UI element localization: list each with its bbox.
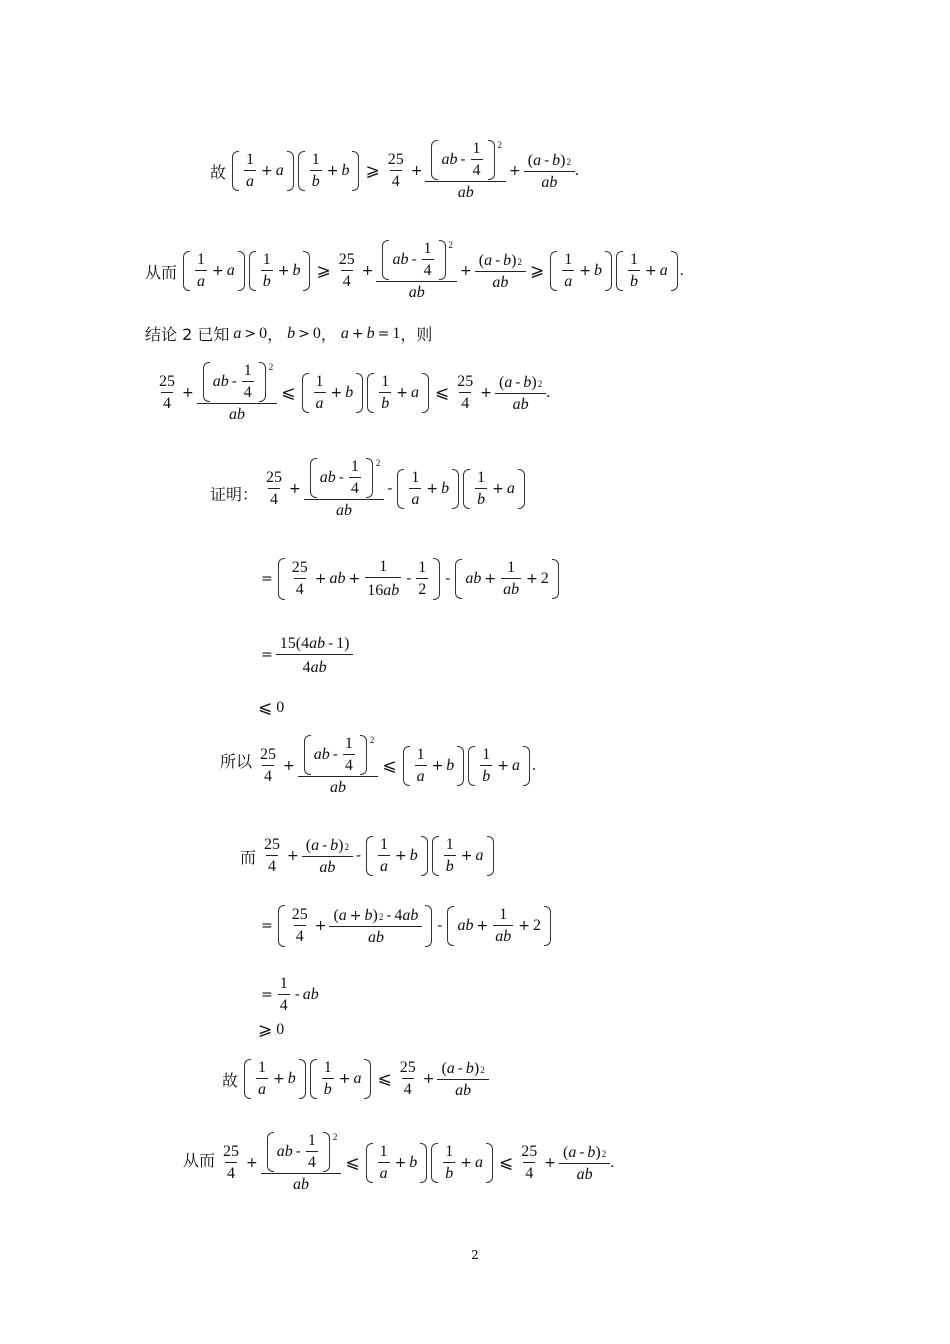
line-8: ⩽ 0 bbox=[258, 698, 285, 718]
label-congEr: 从而 bbox=[145, 262, 178, 282]
line-6: = $\frac{25}{4}$ + ab + $\frac{1}{16ab}$ - $\frac{1}{2}$ - ab + $\frac{1}{ab}$ + 2 bbox=[258, 558, 561, 600]
line-3: 结论 2 已知 a > 0 ， b > 0 ， a + b = 1 ，则 bbox=[145, 322, 436, 345]
line-4: $\frac{25}{4}$ + ab - $\frac{1}{4}$ 2 ab ⩽ $\frac{1}{a}$ + b $\frac{1}{b}$ + a ⩽ $\frac{25}{4}$ + $\frac{(a - b)2}{ab}$ . bbox=[159, 362, 551, 423]
fraction: $\frac{(a - b)2}{ab}$ bbox=[526, 150, 573, 192]
label-er: 而 bbox=[240, 847, 257, 867]
line-2: 从而 $\frac{1}{a}$ + a $\frac{1}{b}$ + b ⩾ $\frac{25}{4}$ + ab - $\frac{1}{4}$ 2 ab + $\frac{(a - b)2}{ab}$ ⩾ $\frac{1}{a}$ + b $\frac{1}{b}$ + a . bbox=[145, 240, 684, 301]
line-9: 所以 $\frac{25}{4}$ + ab - $\frac{1}{4}$ 2 ab ⩽ $\frac{1}{a}$ + b $\frac{1}{b}$ + a . bbox=[220, 735, 537, 796]
fraction: ab - $\frac{1}{4}$ 2 ab bbox=[427, 140, 504, 202]
line-12: = $\frac{1}{4}$ - ab bbox=[261, 975, 319, 1014]
paren-expr: $\frac{1}{a}$ + a bbox=[232, 151, 294, 191]
line-11: = $\frac{25}{4}$ + $\frac{(a + b)2 - 4ab}{ab}$ - ab + $\frac{1}{ab}$ + 2 bbox=[258, 905, 553, 947]
label-ze: ，则 bbox=[400, 325, 433, 344]
label-suoyi: 所以 bbox=[220, 752, 253, 771]
line-13: ⩾ 0 bbox=[258, 1020, 285, 1040]
line-5: 证明： $\frac{25}{4}$ + ab - $\frac{1}{4}$ 2 ab - $\frac{1}{a}$ + b $\frac{1}{b}$ + a bbox=[210, 458, 527, 520]
line-7: = $\frac{15(4ab - 1)}{4ab}$ bbox=[258, 633, 353, 677]
label-gu: 故 bbox=[210, 162, 227, 182]
page-number: 2 bbox=[471, 1248, 479, 1262]
line-14: 故 $\frac{1}{a}$ + b $\frac{1}{b}$ + a ⩽ $\frac{25}{4}$ + $\frac{(a - b)2}{ab}$ bbox=[222, 1058, 489, 1100]
line-1: 故 $\frac{1}{a}$ + a $\frac{1}{b}$ + b ⩾ $\frac{25}{4}$ + ab - $\frac{1}{4}$ 2 ab + $\frac{(a - b)2}{ab}$ . bbox=[210, 140, 579, 201]
fraction: $\frac{25}{4}$ bbox=[387, 151, 404, 190]
paren-expr: $\frac{1}{b}$ + b bbox=[298, 151, 360, 191]
label-jielun: 结论 2 已知 bbox=[145, 325, 230, 344]
label-zhengming: 证明： bbox=[210, 485, 259, 504]
line-10: 而 $\frac{25}{4}$ + $\frac{(a - b)2}{ab}$ - $\frac{1}{a}$ + b $\frac{1}{b}$ + a bbox=[240, 835, 496, 877]
line-15: 从而 $\frac{25}{4}$ + ab - $\frac{1}{4}$ 2 ab ⩽ $\frac{1}{a}$ + b $\frac{1}{b}$ + a ⩽ $\frac{25}{4}$ + $\frac{(a - b)2}{ab}$ . bbox=[183, 1132, 615, 1193]
